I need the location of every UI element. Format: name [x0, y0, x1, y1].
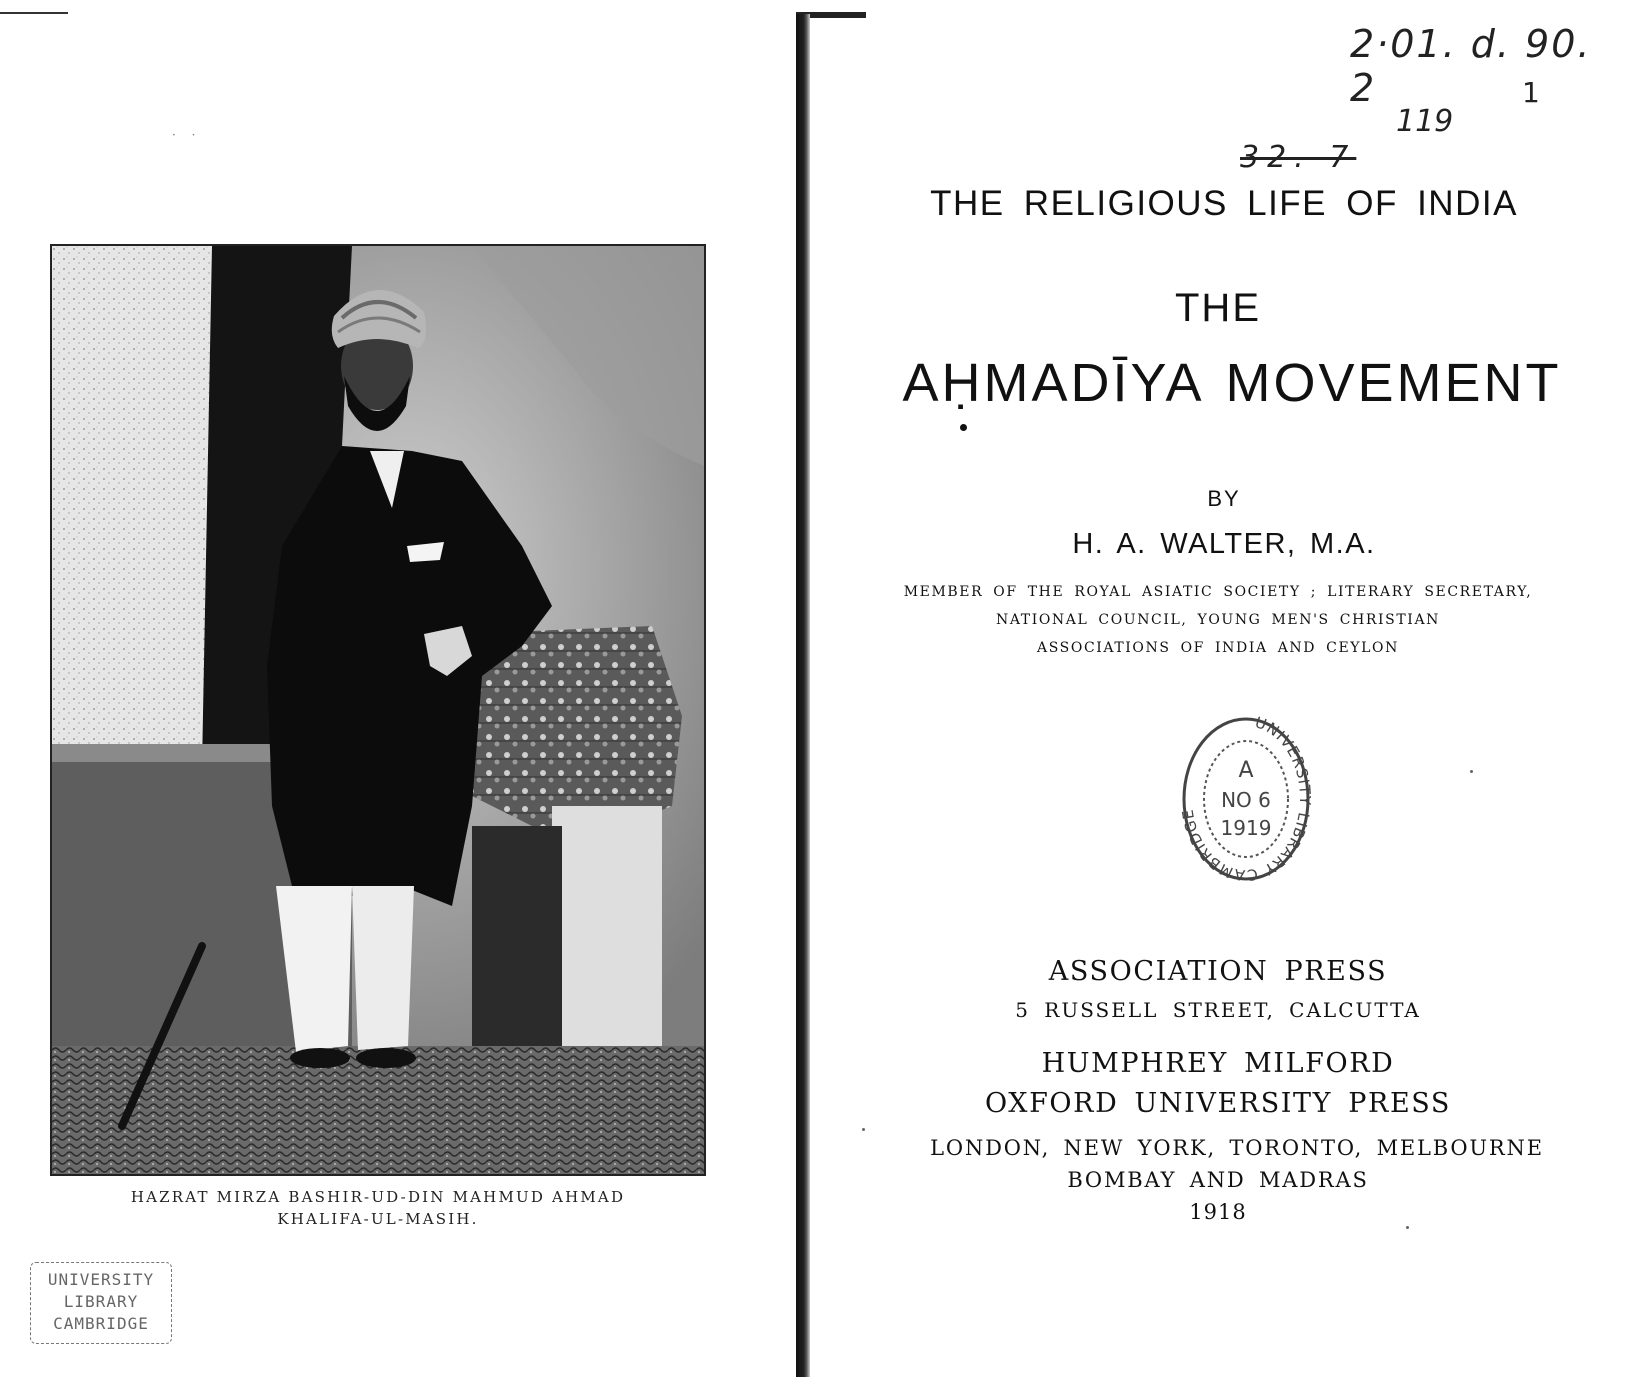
stamp-ring-text: UNIVERSITY LIBRARY CAMBRIDGE: [1178, 713, 1314, 885]
frontispiece-photograph: [50, 244, 706, 1176]
credentials-line-3: ASSOCIATIONS OF INDIA AND CEYLON: [1037, 640, 1399, 656]
imprint-milford: HUMPHREY MILFORD: [1041, 1048, 1395, 1079]
imprint-year: 1918: [1189, 1200, 1247, 1224]
title-page: [810, 0, 1626, 1377]
imprint-oup: OXFORD UNIVERSITY PRESS: [985, 1088, 1451, 1119]
by-line: BY: [1207, 486, 1241, 511]
stamp-date: NO 6: [1221, 788, 1271, 812]
author-credentials: [810, 578, 1626, 662]
credentials-line-2: NATIONAL COUNCIL, YOUNG MEN'S CHRISTIAN: [995, 612, 1441, 628]
portrait-figure-illustration: [52, 246, 704, 1174]
book-gutter: [796, 14, 810, 1377]
credentials-line-1: MEMBER OF THE ROYAL ASIATIC SOCIETY ; LITERARY SECRETARY,: [903, 584, 1533, 600]
stamp-letter: A: [1238, 758, 1254, 783]
author-name: H. A. WALTER, M.A.: [1072, 528, 1376, 560]
frontispiece-caption: [50, 1186, 706, 1230]
paper-speck: [1406, 1226, 1409, 1229]
handwritten-struck-number: 32. 7: [1240, 140, 1357, 175]
handwritten-shelfmark-sub: 1: [1522, 76, 1540, 109]
frontispiece-page: [0, 0, 790, 1377]
caption-line-2: KHALIFA-UL-MASIH.: [277, 1210, 479, 1228]
stamp-line-cambridge: CAMBRIDGE: [53, 1314, 149, 1333]
imprint-publisher: ASSOCIATION PRESS: [1048, 956, 1388, 987]
imprint-bombay-madras: BOMBAY AND MADRAS: [1067, 1168, 1369, 1192]
page-corner-rule: [0, 12, 68, 14]
stamp-line-library: LIBRARY: [63, 1292, 139, 1311]
library-stamp-rectangular: [30, 1262, 172, 1344]
paper-speck: · ·: [172, 128, 202, 142]
title-dot-mark: [960, 424, 967, 431]
title-article: THE: [1175, 286, 1261, 330]
paper-speck: [1470, 770, 1473, 773]
book-title: AḤMADĪYA MOVEMENT: [902, 353, 1562, 413]
series-title: THE RELIGIOUS LIFE OF INDIA: [930, 184, 1518, 223]
paper-speck: [862, 1128, 865, 1131]
handwritten-new-number: 119: [1396, 104, 1454, 139]
caption-line-1: HAZRAT MIRZA BASHIR-UD-DIN MAHMUD AHMAD: [130, 1188, 626, 1206]
stamp-year: 1919: [1220, 816, 1272, 840]
stamp-line-university: UNIVERSITY: [47, 1270, 155, 1289]
imprint-street: 5 RUSSELL STREET, CALCUTTA: [1015, 998, 1421, 1022]
library-stamp-oval: [1178, 712, 1314, 886]
handwritten-shelfmark: 2·01. d. 90. 2: [1350, 22, 1592, 110]
imprint-cities: LONDON, NEW YORK, TORONTO, MELBOURNE: [930, 1136, 1544, 1160]
